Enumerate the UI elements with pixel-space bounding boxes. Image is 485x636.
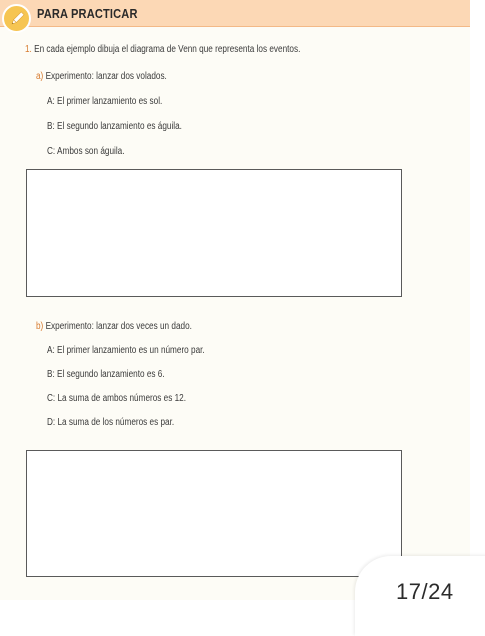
part-b-experiment: Experimento: lanzar dos veces un dado.	[45, 321, 192, 332]
exercise-instruction-line	[25, 44, 300, 55]
part-a-experiment: Experimento: lanzar dos volados.	[45, 71, 167, 82]
pencil-badge	[2, 4, 31, 33]
part-a-event-a: A: El primer lanzamiento es sol.	[47, 96, 163, 107]
part-a-heading	[36, 71, 167, 82]
exercise-number: 1.	[25, 44, 32, 55]
venn-diagram-box-b[interactable]	[26, 450, 402, 577]
part-b-event-c: C: La suma de ambos números es 12.	[47, 393, 187, 404]
part-b-event-a: A: El primer lanzamiento es un número par.	[47, 345, 205, 356]
part-b-letter: b)	[36, 321, 44, 332]
section-title: PARA PRACTICAR	[37, 6, 138, 21]
section-header-rule	[0, 26, 470, 27]
part-a-letter: a)	[36, 71, 44, 82]
exercise-instruction: En cada ejemplo dibuja el diagrama de Venn que representa los eventos.	[34, 44, 301, 55]
part-b-event-b: B: El segundo lanzamiento es 6.	[47, 369, 165, 380]
part-a-event-c: C: Ambos son águila.	[47, 146, 125, 157]
pencil-icon	[8, 10, 26, 28]
part-a-event-b: B: El segundo lanzamiento es águila.	[47, 121, 182, 132]
page-indicator: 17/24	[396, 579, 454, 604]
part-b-event-d: D: La suma de los números es par.	[47, 417, 175, 428]
venn-diagram-box-a[interactable]	[26, 169, 402, 297]
part-b-heading	[36, 321, 192, 332]
